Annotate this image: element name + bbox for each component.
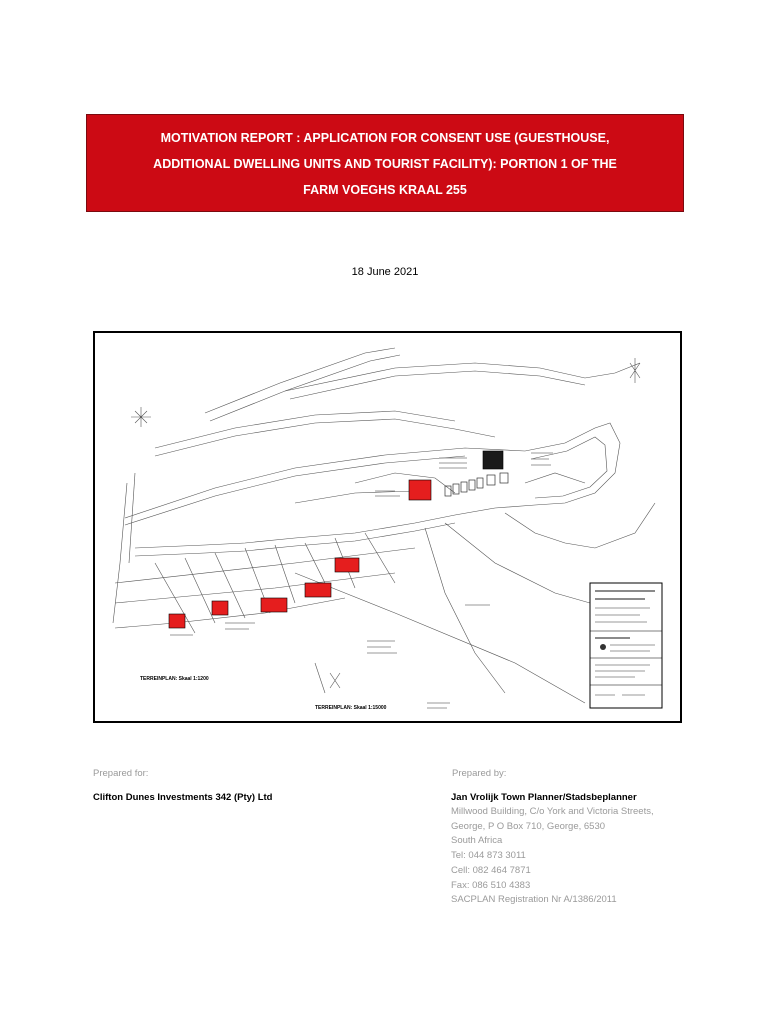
site-plan-scale-label-1: TERREINPLAN: Skaal 1:1200 bbox=[140, 676, 209, 682]
fax-line: Fax: 086 510 4383 bbox=[451, 879, 531, 891]
proposed-unit-e bbox=[169, 614, 185, 628]
proposed-units bbox=[169, 451, 503, 628]
proposed-guesthouse-block bbox=[409, 480, 431, 500]
site-plan-drawing bbox=[95, 333, 680, 721]
existing-building-block bbox=[483, 451, 503, 469]
planner-contact-details bbox=[451, 805, 654, 908]
plan-linework bbox=[113, 348, 655, 703]
report-title-line-3: FARM VOEGHS KRAAL 255 bbox=[303, 183, 467, 197]
proposed-unit-d bbox=[212, 601, 228, 615]
cell-line: Cell: 082 464 7871 bbox=[451, 864, 531, 876]
address-line: Millwood Building, C/o York and Victoria Streets, bbox=[451, 806, 654, 817]
site-plan-scale-label-2: TERREINPLAN: Skaal 1:15000 bbox=[315, 705, 387, 711]
prepared-by-label: Prepared by: bbox=[452, 768, 507, 779]
proposed-unit-c bbox=[261, 598, 287, 612]
report-title-box bbox=[86, 114, 684, 212]
seal-mark bbox=[600, 644, 606, 650]
report-title-line-1: MOTIVATION REPORT : APPLICATION FOR CONSENT USE (GUESTHOUSE, bbox=[160, 131, 610, 145]
address-line: South Africa bbox=[451, 835, 503, 847]
drawing-title-block bbox=[590, 583, 662, 708]
planner-name: Jan Vrolijk Town Planner/Stadsbeplanner bbox=[451, 792, 637, 803]
address-line: George, P O Box 710, George, 6530 bbox=[451, 820, 606, 832]
site-plan-figure bbox=[93, 331, 682, 723]
proposed-unit-b bbox=[305, 583, 331, 597]
registration-line: SACPLAN Registration Nr A/1386/2011 bbox=[451, 894, 617, 906]
proposed-unit-a bbox=[335, 558, 359, 572]
phone-line: Tel: 044 873 3011 bbox=[451, 850, 526, 862]
client-name: Clifton Dunes Investments 342 (Pty) Ltd bbox=[93, 792, 273, 803]
prepared-for-label: Prepared for: bbox=[93, 768, 149, 779]
report-date: 18 June 2021 bbox=[351, 266, 419, 278]
report-title-line-2: ADDITIONAL DWELLING UNITS AND TOURIST FACILITY): PORTION 1 OF THE bbox=[153, 157, 617, 171]
